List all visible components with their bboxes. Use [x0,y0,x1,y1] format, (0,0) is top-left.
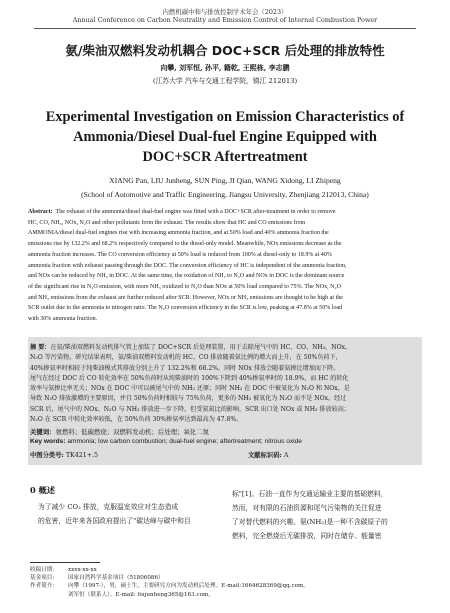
en-abstract-line: AMMONIA/diesel dual-fuel engines rise with increasing ammonia fraction, and at 50% load and 40% ammonia fraction the [28,230,329,237]
en-title-line: Experimental Investigation on Emission Characteristics of [45,109,405,125]
cn-authors: 向攀, 刘军恒, 孙平, 籍乾, 王熙栋, 李志鹏 [160,63,290,72]
footnote-text: 向攀（1997-），男，硕士生，主要研究方向为发动机后处理。E-mail:1664628369@qq.com。 [68,583,309,590]
footnote-label: 作者简介： [30,583,58,590]
document-code-label: 文献标识码: [248,452,282,459]
document-code [248,450,288,459]
cn-keywords [30,427,420,436]
body-right-column [232,487,422,543]
en-abstract-label: Abstract: [28,209,53,215]
en-abstract-line: emissions rise by 132.2% and 68.2% respectively compared to the diesel-only model. Meanwhile, NOx emissions decrease as the [28,241,342,248]
en-keywords-label: Key words: [30,438,66,445]
footnote-rule [30,562,100,563]
section-heading: 0 概述 [30,485,55,495]
en-title [40,107,410,167]
en-abstract-line: ammonia fraction increases. The CO conversion efficiency at 50% load is reduced from 100% at diesel-only to 18.9% at 40% [28,251,332,258]
footnote-text: 国家自然科学基金项目（51806086） [68,575,164,582]
footnote-text: 刘军恒（联系人），E-mail: liujunheng365@163.com。 [68,591,214,598]
footnote-label: 基金项目： [30,575,58,582]
en-abstract-line: SCR outlet due to the ammonia to nitrogen ratio. The N₂O conversion efficiency in the SCR is low, peaking at 47.8% at 50% load [28,305,343,312]
en-keywords-text: ammonia; low carbon combustion; dual-fuel engine; aftertreatment; nitrous oxide [67,438,302,445]
body-line: 燃料，完全燃烧后无碳排放，同时在储存、能量密 [232,532,382,540]
cn-abstract [30,343,420,425]
en-abstract-text: The exhaust of the ammonia/diesel dual-fuel engine was fitted with a DOC+SCR after-treatment in order to remove [55,209,336,215]
en-abstract-line: with 30% ammonia fraction. [28,316,98,323]
en-title-line: DOC+SCR Aftertreatment [142,149,308,165]
footnote-line [30,574,425,582]
body-left-column [38,500,218,528]
body-line: 为了减少 CO₂ 排放，克服温室效应对生态造成 [38,503,179,511]
en-authors: XIANG Pan, LIU Junheng, SUN Ping, JI Qian, WANG Xidong, LI Zhipeng [109,176,341,185]
cn-abstract-line [30,343,420,353]
en-title-line: Ammonia/Diesel Dual-fuel Engine Equipped with [73,129,377,145]
classification-code [30,450,98,459]
cn-abstract-label: 摘 要： [30,344,51,351]
cn-keywords-text: 氨燃料；低碳燃烧；双燃料发动机；后处理；氧化二氮 [55,428,209,436]
classification-value: TK421+.5 [65,452,99,459]
footnote-text: xxxx-xx-xx [68,567,97,573]
en-abstract-line: and NOx can be reduced by NH₃ in DOC. At the same time, the oxidation of NH₃ to N₂O and NOx in DOC is the dominant source [28,273,345,280]
footnote-line [30,591,425,599]
cn-abstract-line: 效率与氨掺比率无关；NOx 在 DOC 中可以被尾气中的 NH₃ 还原；同时 NH₃ 在 DOC 中被氧化为 N₂O 和 NOx，是 [30,385,350,393]
conference-header-en: Annual Conference on Carbon Neutrality and Emission Control of Internal Combustion Power [72,16,378,24]
en-abstract-line: of the significant rise in N₂O emission, with more NH₃ oxidized to N₂O than NOx at 50% load compared to 75%. The NOx, N₂O [28,283,341,290]
en-affiliation: (School of Automotive and Traffic Engineering, Jiangsu University, Zhenjiang 212013, China) [81,190,369,199]
en-abstract-line: ammonia fraction with exhaust passing through the DOC. The conversion efficiency of HC is independent of the ammonia fraction, [28,262,347,269]
footnote-line [30,582,425,590]
footnote-label: 收稿日期： [30,567,58,573]
en-abstract [28,207,422,325]
cn-title: 氨/柴油双燃料发动机耦合 DOC+SCR 后处理的排放特性 [65,43,385,58]
conference-header-cn: 内燃机碳中和与排放控制学术年会（2023） [162,8,288,16]
document-code-value: A [283,452,289,459]
body-line: 标"[1]。石油一直作为交通运输业主要的基础燃料， [232,490,388,498]
en-abstract-line: and NH₃ emissions from the exhaust are further reduced after SCR. However, NOx or NH₃ emissions are thought to be high at the [28,294,343,301]
en-abstract-line: HC, CO, NH₃, NOx, N₂O and other pollutants from the exhaust. The results show that HC and CO emissions from [28,219,306,226]
en-keywords [30,438,420,445]
body-line: 然而，对有限的石油资源和尾气污染物的关注促进 [232,504,382,512]
cn-abstract-line: SCR 后，尾气中的 NOx、N₂O 与 NH₃ 排放进一步下降，但受氨氮比的影响，SCR 出口处 NOx 或 NH₃ 排放较高； [30,405,350,413]
cn-abstract-line: 40%掺氨率时相较于纯柴油模式其排放分别上升了 132.2%和 68.2%，同时 NOx 排放会随着氨掺比增加而下降。 [30,364,340,372]
header-rule [34,28,416,29]
body-line: 了对替代燃料的兴趣。氨(NH₃)是一种不含碳原子的 [232,518,388,526]
cn-keywords-label: 关键词： [30,428,56,436]
cn-abstract-line: N₂O 等污染物。研究结果表明，氨/柴油双燃料发动机的 HC、CO 排放随着氨比例的增大而上升，在 50%负荷下， [30,354,342,362]
en-abstract-line [28,207,422,218]
footnotes [30,566,425,599]
conference-header [0,0,450,24]
cn-abstract-line: 导致 N₂O 排放激增的主要原因，并且 50%负荷时相较与 75%负荷，更多的 NH₃ 被氧化为 N₂O 而不是 NOx。经过 [30,395,347,403]
body-line: 的危害，近年来各国政府提出了"碳达峰与碳中和目 [38,517,191,525]
cn-abstract-text: 在氨/柴油双燃料发动机排气管上加装了 DOC+SCR 后处理装置，用于去除尾气中的 HC、CO、NH₃、NOx、 [50,344,352,351]
cn-abstract-line: N₂O 在 SCR 中转化效率较低，在 50%负荷 30%掺氨率达到最高为 47.8%。 [30,416,243,424]
cn-affiliation: (江苏大学 汽车与交通工程学院，镇江 212013) [152,77,298,85]
cn-abstract-line: 尾气在经过 DOC 后 CO 转化效率在 50%负荷时从纯柴油时的 100%下降到 40%掺氨率时的 18.9%，而 HC 的转化 [30,374,349,382]
footnote-line [30,566,425,574]
classification-label: 中图分类号: [30,452,64,459]
